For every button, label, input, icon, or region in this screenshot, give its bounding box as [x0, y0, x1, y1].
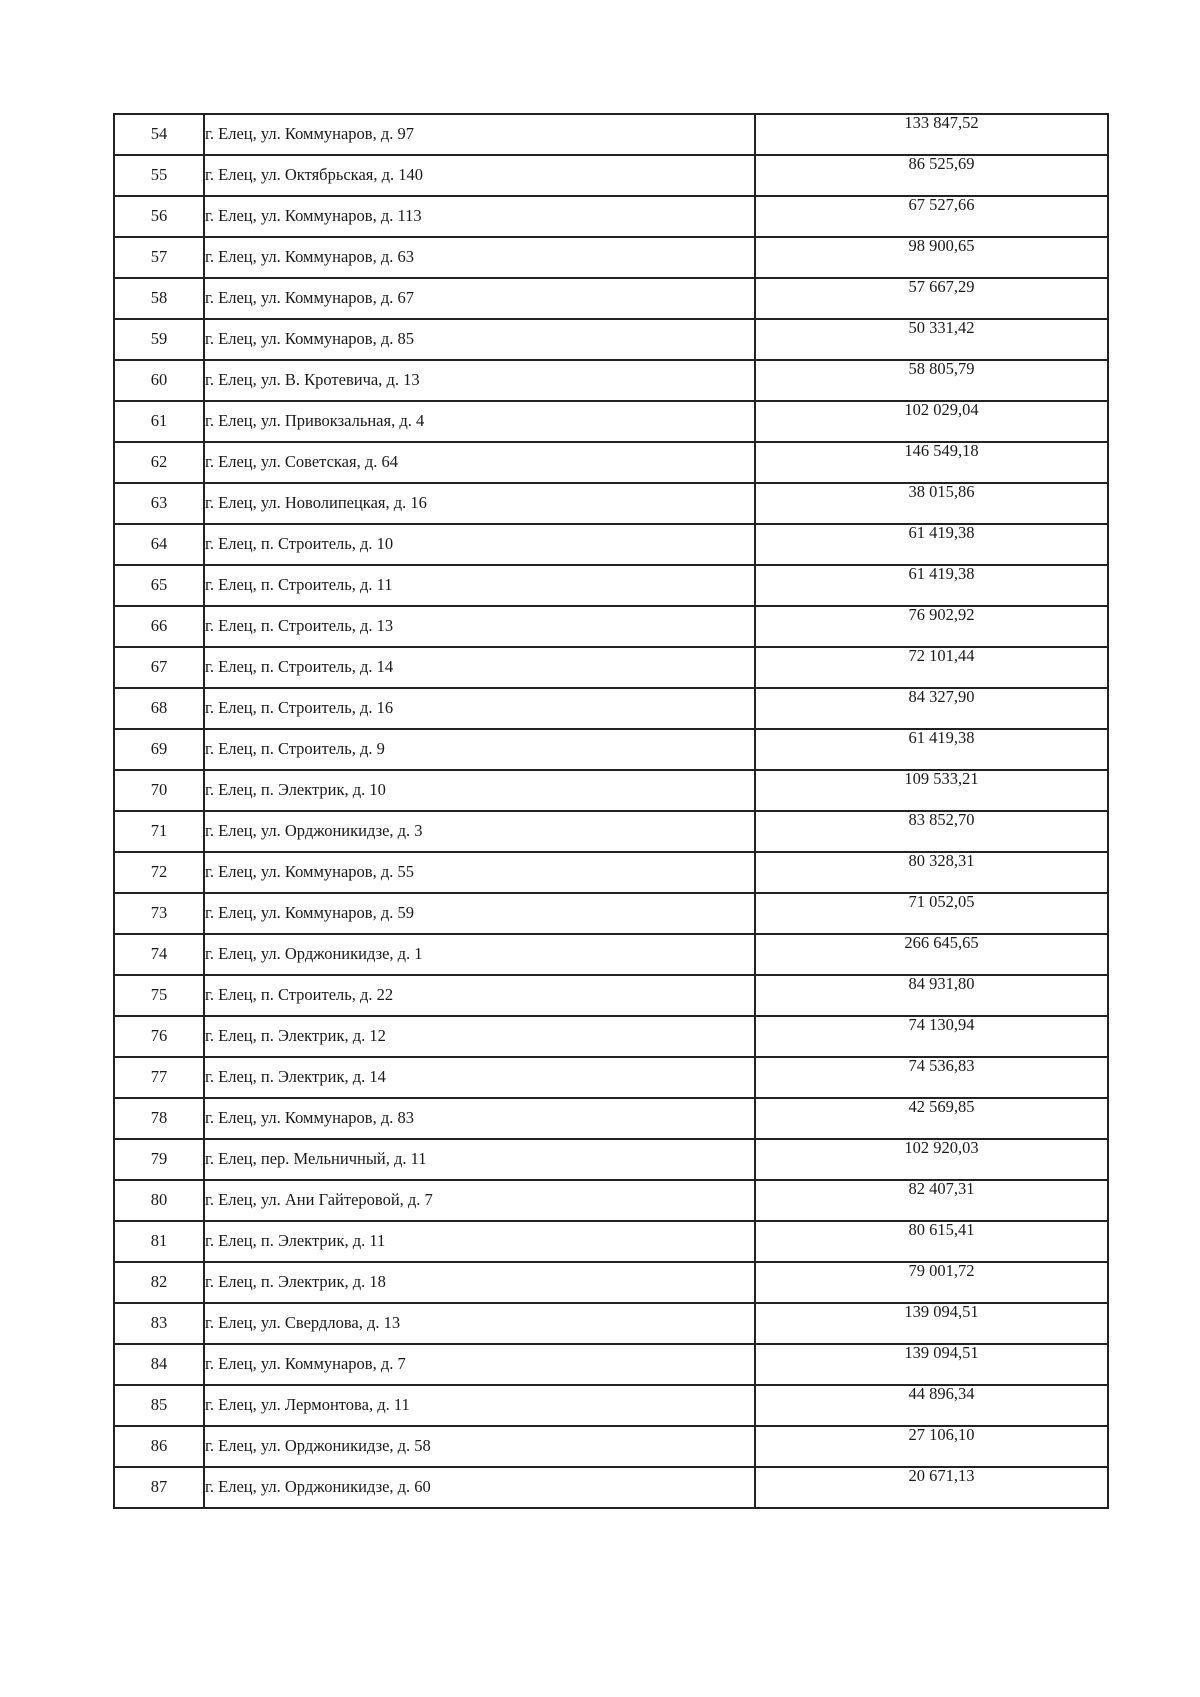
amount-value: 266 645,65 — [904, 933, 979, 952]
table-row — [114, 1467, 1108, 1508]
row-number: 66 — [114, 606, 204, 647]
amount-cell — [755, 770, 1108, 811]
amount-value: 72 101,44 — [908, 646, 975, 665]
row-number: 65 — [114, 565, 204, 606]
address-cell: г. Елец, ул. Привокзальная, д. 4 — [204, 401, 755, 442]
amount-value: 61 419,38 — [908, 523, 975, 542]
amount-value: 83 852,70 — [908, 810, 975, 829]
row-number: 68 — [114, 688, 204, 729]
row-number: 72 — [114, 852, 204, 893]
address-cell: г. Елец, ул. Лермонтова, д. 11 — [204, 1385, 755, 1426]
amount-value: 146 549,18 — [904, 441, 979, 460]
amount-value: 71 052,05 — [908, 892, 975, 911]
amount-value: 82 407,31 — [908, 1179, 975, 1198]
amount-cell — [755, 729, 1108, 770]
amount-cell — [755, 1139, 1108, 1180]
address-cell: г. Елец, ул. Свердлова, д. 13 — [204, 1303, 755, 1344]
amount-cell — [755, 1467, 1108, 1508]
amount-value: 139 094,51 — [904, 1343, 979, 1362]
table-row — [114, 114, 1108, 155]
address-amount-table — [113, 113, 1109, 1509]
amount-value: 80 328,31 — [908, 851, 975, 870]
table-row — [114, 975, 1108, 1016]
table-row — [114, 483, 1108, 524]
row-number: 59 — [114, 319, 204, 360]
row-number: 54 — [114, 114, 204, 155]
address-cell: г. Елец, п. Строитель, д. 10 — [204, 524, 755, 565]
address-cell: г. Елец, ул. Орджоникидзе, д. 3 — [204, 811, 755, 852]
amount-cell — [755, 975, 1108, 1016]
amount-value: 42 569,85 — [908, 1097, 975, 1116]
row-number: 58 — [114, 278, 204, 319]
address-cell: г. Елец, ул. Коммунаров, д. 59 — [204, 893, 755, 934]
row-number: 82 — [114, 1262, 204, 1303]
amount-value: 98 900,65 — [908, 236, 975, 255]
row-number: 74 — [114, 934, 204, 975]
amount-value: 80 615,41 — [908, 1220, 975, 1239]
address-cell: г. Елец, п. Электрик, д. 18 — [204, 1262, 755, 1303]
row-number: 83 — [114, 1303, 204, 1344]
amount-cell — [755, 606, 1108, 647]
table-row — [114, 1426, 1108, 1467]
row-number: 75 — [114, 975, 204, 1016]
address-cell: г. Елец, ул. Орджоникидзе, д. 58 — [204, 1426, 755, 1467]
row-number: 69 — [114, 729, 204, 770]
amount-value: 109 533,21 — [904, 769, 979, 788]
amount-value: 84 327,90 — [908, 687, 975, 706]
address-cell: г. Елец, ул. Орджоникидзе, д. 60 — [204, 1467, 755, 1508]
amount-value: 20 671,13 — [908, 1466, 975, 1485]
table-body — [114, 114, 1108, 1508]
table-row — [114, 1262, 1108, 1303]
amount-cell — [755, 1016, 1108, 1057]
address-cell: г. Елец, ул. Октябрьская, д. 140 — [204, 155, 755, 196]
row-number: 71 — [114, 811, 204, 852]
address-cell: г. Елец, ул. Коммунаров, д. 97 — [204, 114, 755, 155]
amount-cell — [755, 1303, 1108, 1344]
amount-cell — [755, 1180, 1108, 1221]
table-row — [114, 1098, 1108, 1139]
table-row — [114, 565, 1108, 606]
amount-cell — [755, 934, 1108, 975]
address-cell: г. Елец, ул. Новолипецкая, д. 16 — [204, 483, 755, 524]
table-row — [114, 319, 1108, 360]
row-number: 61 — [114, 401, 204, 442]
amount-value: 58 805,79 — [908, 359, 975, 378]
table-row — [114, 1139, 1108, 1180]
row-number: 78 — [114, 1098, 204, 1139]
amount-value: 61 419,38 — [908, 728, 975, 747]
amount-cell — [755, 1385, 1108, 1426]
address-cell: г. Елец, п. Строитель, д. 11 — [204, 565, 755, 606]
row-number: 56 — [114, 196, 204, 237]
amount-cell — [755, 360, 1108, 401]
amount-cell — [755, 1221, 1108, 1262]
table-row — [114, 688, 1108, 729]
amount-cell — [755, 1098, 1108, 1139]
row-number: 63 — [114, 483, 204, 524]
table-row — [114, 770, 1108, 811]
amount-cell — [755, 401, 1108, 442]
row-number: 76 — [114, 1016, 204, 1057]
table-row — [114, 811, 1108, 852]
amount-cell — [755, 1057, 1108, 1098]
row-number: 80 — [114, 1180, 204, 1221]
address-cell: г. Елец, п. Строитель, д. 16 — [204, 688, 755, 729]
table-row — [114, 442, 1108, 483]
table-row — [114, 729, 1108, 770]
address-cell: г. Елец, п. Электрик, д. 11 — [204, 1221, 755, 1262]
table-row — [114, 1344, 1108, 1385]
address-cell: г. Елец, ул. Коммунаров, д. 7 — [204, 1344, 755, 1385]
row-number: 67 — [114, 647, 204, 688]
amount-cell — [755, 811, 1108, 852]
amount-value: 57 667,29 — [908, 277, 975, 296]
address-cell: г. Елец, ул. В. Кротевича, д. 13 — [204, 360, 755, 401]
address-cell: г. Елец, п. Электрик, д. 14 — [204, 1057, 755, 1098]
row-number: 64 — [114, 524, 204, 565]
amount-cell — [755, 278, 1108, 319]
row-number: 70 — [114, 770, 204, 811]
amount-cell — [755, 319, 1108, 360]
table-row — [114, 155, 1108, 196]
amount-cell — [755, 647, 1108, 688]
row-number: 73 — [114, 893, 204, 934]
address-cell: г. Елец, п. Электрик, д. 12 — [204, 1016, 755, 1057]
amount-value: 139 094,51 — [904, 1302, 979, 1321]
address-cell: г. Елец, ул. Коммунаров, д. 83 — [204, 1098, 755, 1139]
address-cell: г. Елец, ул. Орджоникидзе, д. 1 — [204, 934, 755, 975]
row-number: 77 — [114, 1057, 204, 1098]
amount-value: 61 419,38 — [908, 564, 975, 583]
table-row — [114, 401, 1108, 442]
amount-value: 27 106,10 — [908, 1425, 975, 1444]
amount-cell — [755, 155, 1108, 196]
table-row — [114, 524, 1108, 565]
table-row — [114, 852, 1108, 893]
table-row — [114, 1180, 1108, 1221]
amount-value: 44 896,34 — [908, 1384, 975, 1403]
table-row — [114, 1057, 1108, 1098]
address-cell: г. Елец, ул. Коммунаров, д. 63 — [204, 237, 755, 278]
table-row — [114, 1385, 1108, 1426]
table-row — [114, 360, 1108, 401]
address-cell: г. Елец, ул. Коммунаров, д. 85 — [204, 319, 755, 360]
amount-cell — [755, 114, 1108, 155]
amount-value: 102 920,03 — [904, 1138, 979, 1157]
row-number: 81 — [114, 1221, 204, 1262]
address-cell: г. Елец, ул. Советская, д. 64 — [204, 442, 755, 483]
table-row — [114, 1016, 1108, 1057]
row-number: 57 — [114, 237, 204, 278]
table-row — [114, 1303, 1108, 1344]
row-number: 55 — [114, 155, 204, 196]
amount-cell — [755, 196, 1108, 237]
address-cell: г. Елец, ул. Коммунаров, д. 113 — [204, 196, 755, 237]
table-row — [114, 934, 1108, 975]
row-number: 87 — [114, 1467, 204, 1508]
address-cell: г. Елец, п. Строитель, д. 9 — [204, 729, 755, 770]
amount-cell — [755, 237, 1108, 278]
row-number: 86 — [114, 1426, 204, 1467]
table-row — [114, 237, 1108, 278]
row-number: 62 — [114, 442, 204, 483]
amount-cell — [755, 852, 1108, 893]
amount-value: 50 331,42 — [908, 318, 975, 337]
amount-value: 38 015,86 — [908, 482, 975, 501]
address-cell: г. Елец, ул. Ани Гайтеровой, д. 7 — [204, 1180, 755, 1221]
amount-cell — [755, 442, 1108, 483]
amount-cell — [755, 893, 1108, 934]
amount-cell — [755, 1426, 1108, 1467]
address-cell: г. Елец, п. Строитель, д. 22 — [204, 975, 755, 1016]
row-number: 85 — [114, 1385, 204, 1426]
address-cell: г. Елец, п. Электрик, д. 10 — [204, 770, 755, 811]
amount-value: 76 902,92 — [908, 605, 975, 624]
table-row — [114, 278, 1108, 319]
amount-cell — [755, 688, 1108, 729]
address-cell: г. Елец, п. Строитель, д. 14 — [204, 647, 755, 688]
row-number: 84 — [114, 1344, 204, 1385]
row-number: 79 — [114, 1139, 204, 1180]
address-cell: г. Елец, ул. Коммунаров, д. 55 — [204, 852, 755, 893]
table-row — [114, 893, 1108, 934]
row-number: 60 — [114, 360, 204, 401]
table-row — [114, 606, 1108, 647]
address-cell: г. Елец, пер. Мельничный, д. 11 — [204, 1139, 755, 1180]
amount-value: 79 001,72 — [908, 1261, 975, 1280]
amount-value: 74 536,83 — [908, 1056, 975, 1075]
table-row — [114, 647, 1108, 688]
amount-value: 102 029,04 — [904, 400, 979, 419]
amount-cell — [755, 1262, 1108, 1303]
amount-value: 84 931,80 — [908, 974, 975, 993]
table-row — [114, 1221, 1108, 1262]
amount-value: 74 130,94 — [908, 1015, 975, 1034]
amount-value: 133 847,52 — [904, 113, 979, 132]
table-row — [114, 196, 1108, 237]
amount-cell — [755, 1344, 1108, 1385]
amount-value: 67 527,66 — [908, 195, 975, 214]
amount-cell — [755, 524, 1108, 565]
amount-cell — [755, 483, 1108, 524]
address-cell: г. Елец, п. Строитель, д. 13 — [204, 606, 755, 647]
address-cell: г. Елец, ул. Коммунаров, д. 67 — [204, 278, 755, 319]
amount-cell — [755, 565, 1108, 606]
amount-value: 86 525,69 — [908, 154, 975, 173]
